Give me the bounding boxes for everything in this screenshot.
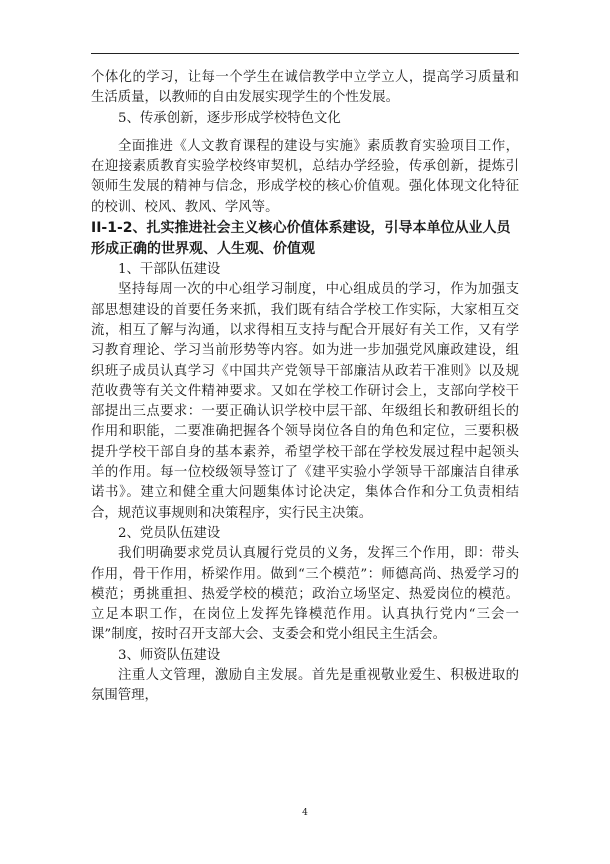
subheading-tradition-innovation: 5、传承创新，逐步形成学校特色文化 — [118, 110, 341, 126]
subheading-cadre-team: 1、干部队伍建设 — [118, 262, 221, 278]
paragraph-teaching-staff: 注重人文管理，激励自主发展。首先是重视敬业爱生、积极进取的氛围管理， — [91, 668, 519, 704]
paragraph-party-members: 我们明确要求党员认真履行党员的义务，发挥三个作用，即：带头作用，骨干作用，桥梁作用。做到“三个模范”：师德高尚、热爱学习的模范；勇挑重担、热爱学校的模范；政治立场坚定、热爱岗位的模范。立足本职工作，在岗位上发挥先锋模范作用。认真执行党内“三会一课”制度，按时召开支部大会、支委会和党小组民主生活会。 — [91, 546, 519, 643]
section-heading-core-values: II-1-2、扎实推进社会主义核心价值体系建设，引导本单位从业人员形成正确的世界观、人生观、价值观 — [91, 220, 511, 258]
paragraph-cadre-team: 坚持每周一次的中心组学习制度，中心组成员的学习，作为加强支部思想建设的首要任务来抓，我们既有结合学校工作实际，大家相互交流，相互了解与沟通，以求得相互支持与配合开展好有关工作，又有学习教育理论、学习当前形势等内容。如为进一步加强党风廉政建设，组织班子成员认真学习《中国共产党领导干部廉洁从政若干准则》以及规范收费等有关文件精神要求。又如在学校工作研讨会上，支部向学校干部提出三点要求：一要正确认识学校中层干部、年级组长和教研组长的作用和职能，二要准确把握各个领导岗位各自的角色和定位，三要积极提升学校干部自身的基本素养，希望学校干部在学校发展过程中起领头羊的作用。每一位校级领导签订了《建平实验小学领导干部廉洁自律承诺书》。建立和健全重大问题集体讨论决定，集体合作和分工负责相结合，规范议事规则和决策程序，实行民主决策。 — [91, 282, 519, 521]
paragraph-continued: 个体化的学习，让每一个学生在诚信教学中立学立人，提高学习质量和生活质量，以教师的自由发展实现学生的个性发展。 — [91, 70, 519, 106]
document-body — [91, 68, 519, 707]
paragraph-humanities-project: 全面推进《人文教育课程的建设与实施》素质教育实验项目工作，在迎接素质教育实验学校终审契机，总结办学经验，传承创新，提炼引领师生发展的精神与信念，形成学校的核心价值观。强化体现文化特征的校训、校风、教风、学风等。 — [91, 138, 519, 215]
spacer — [91, 129, 519, 137]
page-number: 4 — [302, 808, 308, 818]
header-rule — [91, 53, 519, 54]
subheading-party-members: 2、党员队伍建设 — [118, 525, 221, 541]
subheading-teaching-staff: 3、师资队伍建设 — [118, 647, 221, 663]
